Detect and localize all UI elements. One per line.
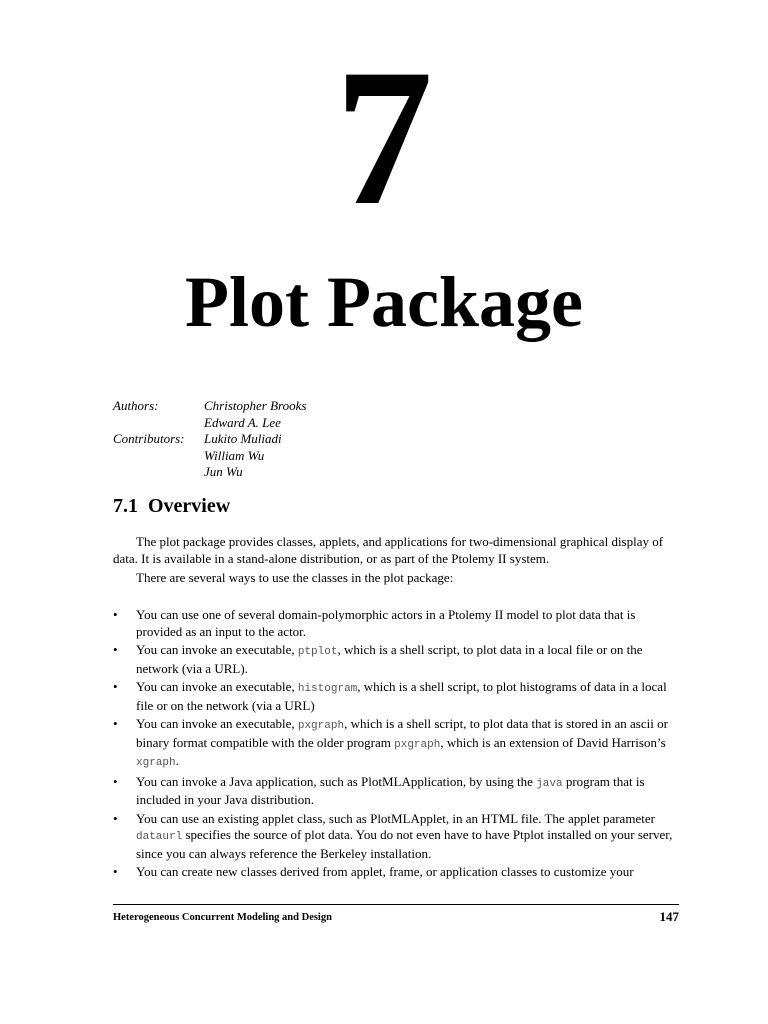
intro-paragraph: The plot package provides classes, applets, and applications for two-dimensional graphical display of data. It is available in a stand-alone distribution, or as part of the Ptolemy II system. — [113, 534, 664, 566]
ways-paragraph: There are several ways to use the classes in the plot package: — [136, 570, 454, 585]
bullet-text: You can invoke an executable, — [136, 716, 298, 731]
bullet-item — [113, 607, 679, 640]
bullet-item — [113, 642, 679, 677]
footer-book-title: Heterogeneous Concurrent Modeling and Design — [113, 912, 332, 923]
credit-role: Contributors: — [113, 431, 185, 446]
bullet-text: You can invoke an executable, — [136, 679, 298, 694]
footer-page-number: 147 — [659, 909, 679, 924]
bullet-text: You can invoke a Java application, such as PlotMLApplication, by using the — [136, 773, 537, 789]
section-number: 7.1 — [113, 495, 138, 517]
credit-name: Lukito Muliadi — [204, 431, 282, 446]
bullet-text: specifies the source of plot data. You do not even have to have Ptplot installed on your server, since you can always reference the Berkeley installation. — [136, 827, 673, 861]
credit-name: William Wu — [204, 447, 265, 463]
bullet-dot: • — [113, 864, 118, 879]
chapter-title: Plot Package — [185, 262, 583, 342]
inline-code: xgraph — [136, 757, 176, 769]
credit-role: Authors: — [113, 398, 159, 413]
bullet-dot: • — [113, 607, 118, 622]
bullet-text: You can create new classes derived from applet, frame, or application classes to customize your — [136, 864, 634, 879]
bullet-text: You can use an existing applet class, such as PlotMLApplet, in an HTML file. The applet parameter — [136, 810, 655, 826]
credit-role — [113, 448, 204, 465]
bullet-text: You can use one of several domain-polymorphic actors in a Ptolemy II model to plot data that is provided as an input to the actor. — [136, 607, 636, 639]
bullet-item — [113, 864, 679, 881]
credit-row — [113, 448, 306, 465]
credit-row — [113, 415, 306, 432]
bullet-item — [113, 774, 679, 809]
credit-role — [113, 464, 204, 481]
inline-code: ptplot — [297, 646, 338, 658]
bullet-dot: • — [113, 679, 118, 694]
inline-code: java — [536, 777, 563, 790]
bullet-text: , which is a shell script, to plot data in a local file or on the network (via a URL). — [136, 642, 643, 676]
credit-row — [113, 398, 306, 415]
bullet-dot: • — [113, 810, 118, 826]
credit-row — [113, 464, 306, 481]
chapter-number: 7 — [335, 29, 433, 246]
bullet-text: You can invoke an executable, — [136, 642, 298, 657]
inline-code: dataurl — [136, 831, 183, 843]
credit-name: Christopher Brooks — [204, 398, 307, 413]
footer-rule — [113, 904, 679, 905]
inline-code: histogram — [297, 683, 358, 695]
bullet-dot: • — [113, 716, 118, 731]
bullet-text: , which is an extension of David Harrison’s — [440, 734, 666, 750]
bullet-text: , which is a shell script, to plot histograms of data in a local file or on the network (via a URL) — [136, 679, 667, 713]
section-title: Overview — [148, 495, 231, 517]
bullet-item — [113, 811, 679, 863]
bullet-text: , which is a shell script, to plot data that is stored in an ascii or binary format compatible with the older program — [136, 716, 668, 750]
bullet-item — [113, 716, 679, 772]
section-heading — [113, 493, 230, 519]
credits-block — [113, 398, 306, 481]
bullet-dot: • — [113, 773, 118, 789]
credit-role — [113, 415, 204, 432]
credit-name: Edward A. Lee — [204, 414, 281, 430]
bullet-dot: • — [113, 642, 118, 657]
inline-code: pxgraph — [297, 720, 345, 732]
bullet-text: program that is included in your Java distribution. — [136, 773, 645, 807]
bullet-text: . — [175, 753, 179, 768]
bullet-list — [113, 607, 679, 883]
credit-row — [113, 431, 306, 448]
inline-code: pxgraph — [394, 738, 441, 751]
credit-name: Jun Wu — [204, 464, 243, 479]
bullet-item — [113, 679, 679, 714]
